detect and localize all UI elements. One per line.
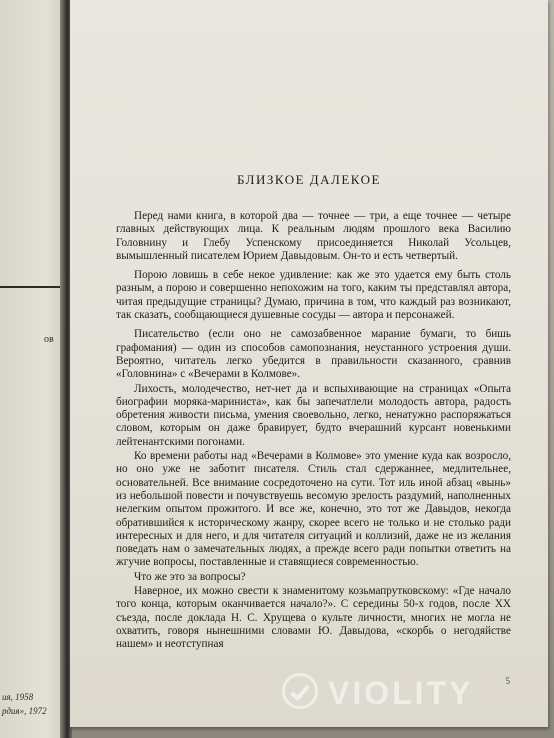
paragraph: Лихость, молодечество, нет-нет да и вспыхивающие на страницах «Опыта биографии моряка-мариниста», как бы запечатлели молодость автора, радость обретения живости письма, умения своевольно, легко, ненатужно распоряжаться словом, которым он даже бравирует, будто вчерашний курсант новенькими лейтенантскими погонами. (116, 382, 511, 448)
page-number: 5 (505, 676, 510, 686)
left-page-rule (0, 286, 60, 288)
paragraph: Ко времени работы над «Вечерами в Колмове» это умение куда как возросло, но оно уже не заботит писателя. Стиль стал сдержаннее, медлительнее, основательней. Все внимание сосредоточено на сути. Тот иль иной абзац «вынь» из небольшой повести и почувствуешь весомую зрелость раздумий, наполненных нелегким опытом прожитого. И все же, конечно, это тот же Давыдов, некогда обратившийся к историческому жанру, скорее всего не только и не столько ради интересных и для него, и для читателя ситуаций и коллизий, даже не из желания поведать нам о замечательных людях, а прежде всего ради попытки ответить на жгучие вопросы, поставленные и ставящиеся современностью. (116, 450, 511, 569)
paragraph: Порою ловишь в себе некое удивление: как же это удается ему быть столь разным, а порою и совершенно непохожим на того, каким ты представлял автора, читая предыдущие страницы? Думаю, причина в том, что каждый раз возникают, так сказать, сообщающиеся душевные сосуды — автора и персонажей. (116, 269, 511, 322)
paragraph: Перед нами книга, в которой два — точнее — три, а еще точнее — четыре главных действующих лица. К реальным людям прошлого века Василию Головнину и Глебу Успенскому присоединяется Николай Усольцев, вымышленный писателем Юрием Давыдовым. Он-то и есть четвертый. (116, 210, 511, 262)
left-page-edge (0, 0, 66, 738)
left-page-fragment: ия, 1958 (2, 692, 34, 702)
chapter-body (116, 210, 511, 653)
chapter-title: БЛИЗКОЕ ДАЛЕКОЕ (237, 172, 381, 187)
left-page-fragment: рдия», 1972 (2, 706, 47, 716)
watermark: VIOLITY (328, 675, 474, 711)
watermark-check-icon (282, 673, 318, 709)
book-page (70, 0, 548, 727)
paragraph: Что же это за вопросы? (134, 570, 246, 583)
paragraph: Наверное, их можно свести к знаменитому козьмапрутковскому: «Где начало того конца, которым оканчивается начало?». С середины 50-х годов, после XX съезда, после доклада Н. С. Хрущева о культе личности, многих не могла не охватить, говоря нынешними словами Ю. Давыдова, «скорбь о негодяйстве нашем» и неотступная (116, 585, 511, 651)
paragraph: Писательство (если оно не самозабвенное марание бумаги, то бишь графомания) — один из способов самопознания, неустанного устроения души. Вероятно, читатель легко убедится в правильности сказанного, сравнив «Головнина» с «Вечерами в Колмове». (116, 328, 511, 381)
left-page-fragment: ов (44, 334, 54, 345)
